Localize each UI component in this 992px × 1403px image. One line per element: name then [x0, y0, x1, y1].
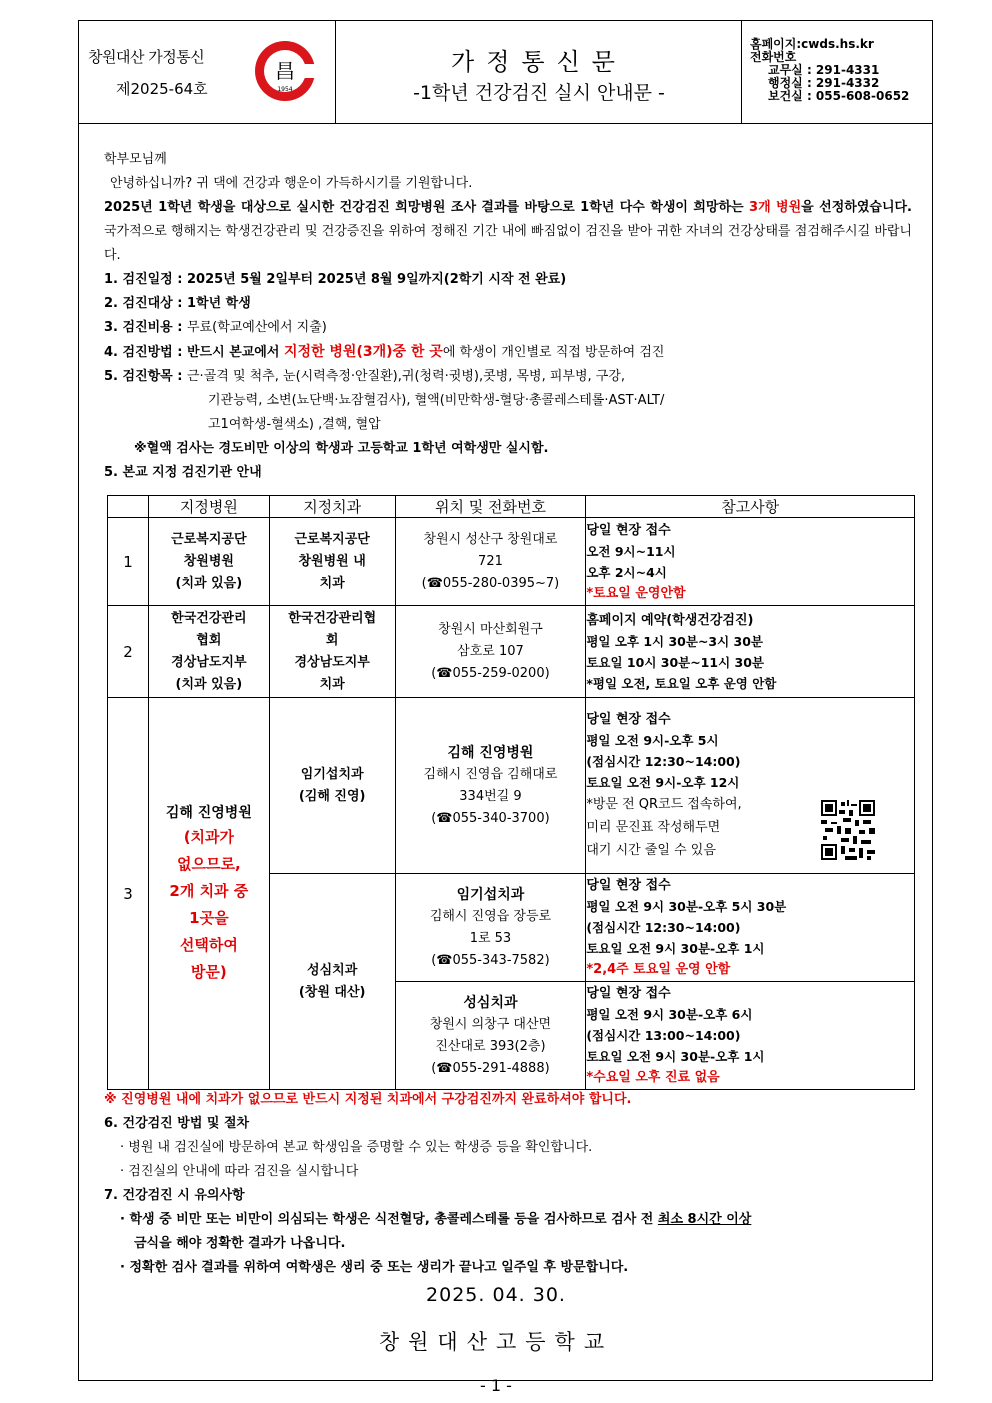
row3c-note-2: 평일 오전 9시 30분-오후 6시 [586, 1007, 753, 1022]
hospital-table [107, 495, 915, 1090]
row3c-dental-l1: 성심치과 [307, 962, 358, 978]
qr-code-icon[interactable] [821, 800, 875, 860]
table-row-1 [108, 518, 915, 606]
item-1-label: 1. 검진일정 : [104, 272, 187, 287]
row3c-note-red: *수요일 오후 진료 없음 [586, 1070, 720, 1085]
row1-location [395, 518, 586, 606]
section7-title: 7. 건강검진 시 유의사항 [104, 1188, 245, 1203]
item-5-label: 5. 검진항목 : [104, 369, 187, 384]
col-dental: 지정치과 [269, 496, 395, 518]
issue-number: 제2025-64호 [116, 80, 208, 98]
row3-hospital-name: 김해 진영병원 [165, 804, 252, 821]
row3a-loc-l1: 김해시 진영읍 김해대로 [423, 766, 558, 782]
row3c-loc-l1: 창원시 의창구 대산면 [429, 1016, 552, 1032]
section6-l2: · 검진실의 안내에 따라 검진을 실시합니다 [120, 1164, 359, 1179]
row2-dental-l3: 경상남도지부 [294, 654, 370, 670]
row3-red-l2: 없으므로, [177, 854, 241, 873]
row1-hospital-l2: 창원병원 [183, 553, 234, 569]
table-row-3a [108, 698, 915, 874]
row2-dental-l4: 치과 [319, 676, 345, 692]
section6-title: 6. 건강검진 방법 및 절차 [104, 1116, 250, 1131]
row2-no: 2 [108, 606, 149, 698]
section7-l1b: 금식을 해야 정확한 결과가 나옵니다. [134, 1236, 346, 1251]
header-middle [336, 20, 742, 123]
item-4-red: 지정한 병원(3개)중 한 곳 [283, 344, 443, 360]
header-right [742, 20, 932, 123]
school-logo [254, 40, 316, 102]
row3c-loc-l2: 진산대로 393(2층) [435, 1038, 546, 1054]
warning-note: ※ 진영병원 내에 치과가 없으므로 반드시 지정된 치과에서 구강검진까지 완료하셔야 합니다. [104, 1092, 632, 1107]
row2-notes [586, 606, 915, 698]
row2-loc-l3: (☎055-259-0200) [431, 665, 550, 681]
row3a-location [395, 698, 586, 874]
row1-no: 1 [108, 518, 149, 606]
row3b-note-3: (점심시간 12:30~14:00) [586, 920, 741, 935]
row3a-note-2: 평일 오전 9시-오후 5시 [586, 733, 719, 748]
section7-l1 [104, 1208, 912, 1232]
row3c-dental-l2: (창원 대산) [298, 984, 366, 1000]
row1-hospital-l3: (치과 있음) [175, 575, 243, 591]
phone-label: 전화번호 [750, 50, 797, 64]
blood-note: ※혈액 검사는 경도비만 이상의 학생과 고등학교 1학년 여학생만 실시함. [134, 441, 549, 456]
col-notes: 참고사항 [586, 496, 915, 518]
school-signature: 창원대산고등학교 [378, 1330, 614, 1354]
row1-hospital [148, 518, 269, 606]
row1-hospital-l1: 근로복지공단 [171, 531, 247, 547]
row3c-loc-l3: (☎055-291-4888) [431, 1060, 550, 1076]
col-hospital: 지정병원 [148, 496, 269, 518]
row1-dental [269, 518, 395, 606]
logo-glyph: 昌 [275, 59, 295, 83]
row2-hospital-l1: 한국건강관리 [171, 610, 247, 626]
document-subtitle: -1학년 건강검진 실시 안내문 - [413, 82, 665, 104]
col-blank [108, 496, 149, 518]
document-title: 가정통신문 [451, 48, 627, 76]
row1-dental-l2: 창원병원 내 [298, 553, 366, 569]
item-5 [104, 365, 912, 389]
row3a-dental-l2: (김해 진영) [298, 788, 366, 804]
row1-note-2: 오전 9시~11시 [586, 543, 676, 559]
item-3-value: 무료(학교예산에서 지출) [187, 320, 327, 335]
item-5-line3: 고1여학생-혈색소) ,결핵, 혈압 [208, 417, 381, 432]
row3-red-l4: 1곳을 [189, 908, 229, 927]
row3a-qr-l2: 미리 문진표 작성해두면 [586, 820, 721, 835]
row3bc-dental [269, 874, 395, 1090]
row3c-notes [586, 982, 915, 1090]
row3a-loc-title: 김해 진영병원 [447, 744, 534, 761]
intro-p2a: 2025년 1학년 학생을 대상으로 실시한 건강검진 희망병원 조사 결과를 바탕으로 1학년 다수 학생이 희망하는 [104, 200, 750, 215]
row3-no: 3 [108, 698, 149, 1090]
row2-loc-l1: 창원시 마산회원구 [438, 621, 543, 637]
intro-line1: 안녕하십니까? 귀 댁에 건강과 행운이 가득하시기를 기원합니다. [110, 176, 473, 191]
table-header-row [108, 496, 915, 518]
col-location: 위치 및 전화번호 [395, 496, 586, 518]
row3-red-l6: 방문) [190, 962, 227, 981]
row2-loc-l2: 삼호로 107 [457, 643, 524, 659]
row3b-loc-title: 임기섭치과 [456, 886, 525, 903]
row1-dental-l1: 근로복지공단 [294, 531, 370, 547]
item-3 [104, 316, 912, 340]
row3b-note-2: 평일 오전 9시 30분-오후 5시 30분 [586, 899, 787, 914]
row3c-loc-title: 성심치과 [463, 994, 518, 1011]
row3-red-l5: 선택하여 [179, 935, 238, 954]
phone-academic: 교무실 : 291-4331 [768, 63, 880, 77]
row2-hospital-l2: 협회 [196, 632, 222, 648]
row3a-qr-l3: 대기 시간 줄일 수 있음 [586, 843, 716, 858]
item-4 [104, 340, 912, 365]
header [78, 20, 933, 124]
row3b-note-1: 당일 현장 접수 [586, 878, 671, 893]
row2-dental [269, 606, 395, 698]
intro-p2b: 을 선정하였습니다. [801, 200, 912, 215]
row3a-note-3: (점심시간 12:30~14:00) [586, 754, 741, 769]
row2-note-3: 토요일 10시 30분~11시 30분 [586, 654, 764, 670]
row3a-dental-l1: 임기섭치과 [300, 766, 364, 782]
intro-p2c: 국가적으로 행해지는 학생건강관리 및 건강증진을 위하여 정해진 기간 내에 빠짐없이 검진을 받아 귀한 자녀의 건강상태를 점검해주시길 바랍니다. [104, 224, 912, 263]
row3-hospital [148, 698, 269, 1090]
item-3-label: 3. 검진비용 : [104, 320, 187, 335]
row2-hospital-l3: 경상남도지부 [171, 654, 247, 670]
row1-loc-l3: (☎055-280-0395~7) [421, 575, 560, 591]
row3c-note-3: (점심시간 13:00~14:00) [586, 1028, 741, 1043]
row1-notes [586, 518, 915, 606]
section7-l1a: · 학생 중 비만 또는 비만이 의심되는 학생은 식전혈당, 총콜레스테롤 등을 검사하므로 검사 전 [120, 1212, 658, 1227]
greeting: 학부모님께 [104, 152, 167, 167]
row1-note-3: 오후 2시~4시 [586, 564, 667, 580]
row2-hospital-l4: (치과 있음) [175, 676, 243, 692]
row3a-loc-l2: 334번길 9 [459, 788, 522, 804]
page-number: - 1 - [480, 1376, 512, 1395]
intro-paragraph [104, 196, 912, 268]
row1-loc-l1: 창원시 성산구 창원대로 [423, 531, 558, 547]
item-5-line1: 근·골격 및 척추, 눈(시력측정·안질환),귀(청력·귓병),콧병, 목병, 피부병, 구강, [187, 369, 626, 384]
row3c-location [395, 982, 586, 1090]
item-4-value: 에 학생이 개인별로 직접 방문하여 검진 [442, 345, 665, 360]
logo-year: 1954 [277, 86, 293, 93]
row3b-loc-l2: 1로 53 [469, 930, 512, 946]
item-2-value: 1학년 학생 [187, 296, 251, 311]
row3a-dental [269, 698, 395, 874]
item-2 [104, 292, 912, 316]
row3a-qr-l1: *방문 전 QR코드 접속하여, [586, 797, 742, 812]
row3b-loc-l3: (☎055-343-7582) [431, 952, 550, 968]
row3-hospital-red [149, 824, 269, 986]
row3-red-l1: (치과가 [183, 827, 235, 846]
row2-note-4: *평일 오전, 토요일 오후 운영 안함 [586, 675, 777, 691]
item-5-line2: 기관능력, 소변(뇨단백·뇨잠혈검사), 혈액(비만학생-혈당·총콜레스테롤·AST·ALT/ [208, 393, 665, 408]
contact-block [750, 38, 909, 103]
row3c-note-1: 당일 현장 접수 [586, 986, 671, 1001]
homepage: 홈페이지:cwds.hs.kr [750, 37, 874, 51]
item-1 [104, 268, 912, 292]
section7-l1-underline: 최소 8시간 이상 [657, 1212, 752, 1227]
phone-health: 보건실 : 055-608-0652 [768, 89, 910, 103]
document-date: 2025. 04. 30. [426, 1284, 566, 1306]
row3a-note-4: 토요일 오전 9시-오후 12시 [586, 775, 740, 790]
row2-dental-l2: 회 [325, 632, 339, 648]
item-5b: 5. 본교 지정 검진기관 안내 [104, 465, 262, 480]
intro-p2-red: 3개 병원 [749, 200, 802, 215]
table-row-2 [108, 606, 915, 698]
row3b-notes [586, 874, 915, 982]
row2-hospital [148, 606, 269, 698]
row1-loc-l2: 721 [478, 553, 503, 569]
header-left [78, 20, 336, 123]
row3a-note-1: 당일 현장 접수 [586, 712, 671, 727]
item-2-label: 2. 검진대상 : [104, 296, 187, 311]
item-4-label: 4. 검진방법 : 반드시 본교에서 [104, 345, 284, 360]
row1-note-1: 당일 현장 접수 [586, 522, 671, 538]
row2-note-1: 홈페이지 예약(학생건강검진) [586, 612, 754, 628]
intro-section [104, 148, 912, 485]
section6-l1: · 병원 내 검진실에 방문하여 본교 학생임을 증명할 수 있는 학생증 등을 확인합니다. [120, 1140, 593, 1155]
row3b-note-4: 토요일 오전 9시 30분-오후 1시 [586, 941, 765, 956]
phone-admin: 행정실 : 291-4332 [768, 76, 880, 90]
row2-dental-l1: 한국건강관리협 [288, 610, 377, 626]
row1-note-red: *토요일 운영안함 [586, 585, 686, 601]
school-name: 창원대산 가정통신 [88, 48, 205, 66]
item-1-value: 2025년 5월 2일부터 2025년 8월 9일까지(2학기 시작 전 완료) [187, 272, 567, 287]
row2-note-2: 평일 오후 1시 30분~3시 30분 [586, 633, 764, 649]
closing-section [104, 1088, 912, 1280]
row3b-location [395, 874, 586, 982]
row3b-note-red: *2,4주 토요일 운영 안함 [586, 962, 731, 977]
row2-location [395, 606, 586, 698]
row3c-note-4: 토요일 오전 9시 30분-오후 1시 [586, 1049, 765, 1064]
row1-dental-l3: 치과 [319, 575, 345, 591]
section7-l2: · 정확한 검사 결과를 위하여 여학생은 생리 중 또는 생리가 끝나고 일주일 후 방문합니다. [120, 1260, 629, 1275]
row3b-loc-l1: 김해시 진영읍 장등로 [429, 908, 552, 924]
row3a-loc-l3: (☎055-340-3700) [431, 810, 550, 826]
row3-red-l3: 2개 치과 중 [169, 881, 249, 900]
